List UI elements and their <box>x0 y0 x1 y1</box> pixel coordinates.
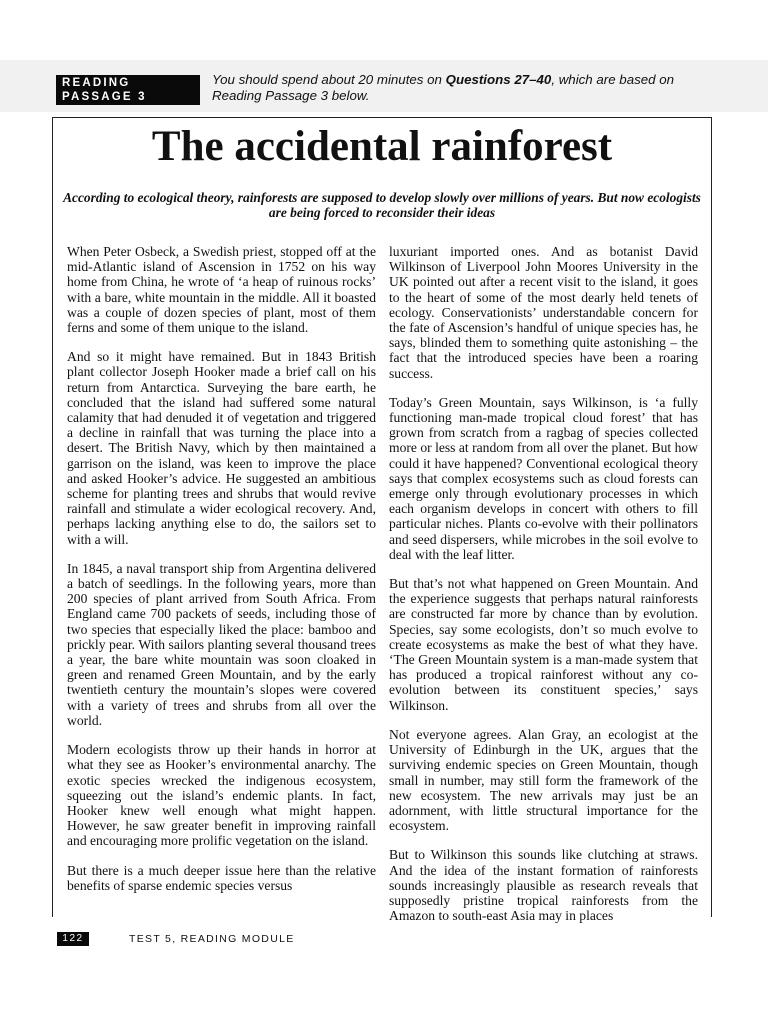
paragraph: But to Wilkinson this sounds like clutching at straws. And the idea of the instant formation of rainforests sounds increasingly plausible as research reveals that supposedly pristine tropical rainforests from the Amazon to south-east Asia may in places <box>389 847 698 924</box>
section-label-line1: READING <box>62 77 131 89</box>
paragraph: luxuriant imported ones. And as botanist David Wilkinson of Liverpool John Moores University in the UK pointed out after a recent visit to the island, it goes to the heart of some of the most dearly held tenets of ecology. Conservationists’ understandable concern for the fate of Ascension’s handful of unique species has, he says, blinded them to something quite astonishing – the fact that the introduced species have been a roaring success. <box>389 244 698 381</box>
instruction-text-end: , which are based on Reading Passage 3 below. <box>212 72 675 103</box>
paragraph: Today’s Green Mountain, says Wilkinson, is ‘a fully functioning man-made tropical cloud forest’ that has grown from scratch from a ragbag of species collected more or less at random from all over the planet. But how could it have happened? Conventional ecological theory says that complex ecosystems such as cloud forests can emerge only through evolutionary processes in which each organism develops in concert with others to fill particular niches. Plants co-evolve with their pollinators and seed dispersers, while microbes in the soil evolve to deal with the leaf litter. <box>389 394 698 562</box>
running-head: TEST 5, READING MODULE <box>129 933 295 945</box>
section-label <box>56 75 200 105</box>
paragraph: In 1845, a naval transport ship from Argentina delivered a batch of seedlings. In the following years, more than 200 species of plant arrived from South Africa. From England came 700 packets of seeds, including those of two species that especially liked the place: bamboo and prickly pear. With sailors planting several thousand trees a year, the bare white mountain was soon cloaked in green and renamed Green Mountain, and by the early twentieth century the mountain’s slopes were covered with a variety of trees and shrubs from all over the world. <box>67 560 376 728</box>
article-title: The accidental rainforest <box>151 123 613 170</box>
paragraph: But that’s not what happened on Green Mountain. And the experience suggests that perhaps natural rainforests are constructed far more by chance than by evolution. Species, say some ecologists, don’t so much evolve to create ecosystems as make the best of what they have. ‘The Green Mountain system is a man-made system that has produced a tropical rainforest without any co-evolution between its constituent species,’ says Wilkinson. <box>389 576 698 713</box>
instruction-text-start: You should spend about 20 minutes on <box>212 72 446 87</box>
paragraph: Modern ecologists throw up their hands in horror at what they see as Hooker’s environmental anarchy. The exotic species wrecked the indigenous ecosystem, squeezing out the island’s endemic plants. In fact, Hooker knew well enough what might happen. However, he saw greater benefit in improving rainfall and encouraging more prolific vegetation on the island. <box>67 742 376 849</box>
page-number: 122 <box>57 932 89 946</box>
paragraph: Not everyone agrees. Alan Gray, an ecologist at the University of Edinburgh in the UK, argues that the surviving endemic species on Green Mountain, though small in number, may still form the framework of the new ecosystem. The new arrivals may just be an adornment, with little structural importance for the ecosystem. <box>389 726 698 834</box>
paragraph: And so it might have remained. But in 1843 British plant collector Joseph Hooker made a brief call on his return from Antarctica. Surveying the bare earth, he concluded that the island had suffered some natural calamity that had denuded it of vegetation and triggered a decline in rainfall that was turning the place into a desert. The British Navy, which by then maintained a garrison on the island, was keen to improve the place and asked Hooker’s advice. He suggested an ambitious scheme for planting trees and shrubs that would revive rainfall and stimulate a wider ecological recovery. And, perhaps lacking anything else to do, the sailors set to with a will. <box>67 349 376 547</box>
instructions <box>212 72 712 104</box>
section-label-line2: PASSAGE 3 <box>62 91 147 103</box>
paragraph: But there is a much deeper issue here than the relative benefits of sparse endemic species versus <box>67 862 376 893</box>
right-column <box>389 244 698 937</box>
paragraph: When Peter Osbeck, a Swedish priest, stopped off at the mid-Atlantic island of Ascension in 1752 on his way home from China, he wrote of ‘a heap of ruinous rocks’ with a bare, white mountain in the middle. All it boasted was a couple of dozen species of plant, most of them ferns and some of them unique to the island. <box>67 244 376 336</box>
article-standfirst: According to ecological theory, rainforests are supposed to develop slowly over millions of years. But now ecologists are being forced to reconsider their ideas <box>63 190 701 220</box>
left-column <box>67 244 376 907</box>
instruction-questions: Questions 27–40 <box>445 72 552 87</box>
